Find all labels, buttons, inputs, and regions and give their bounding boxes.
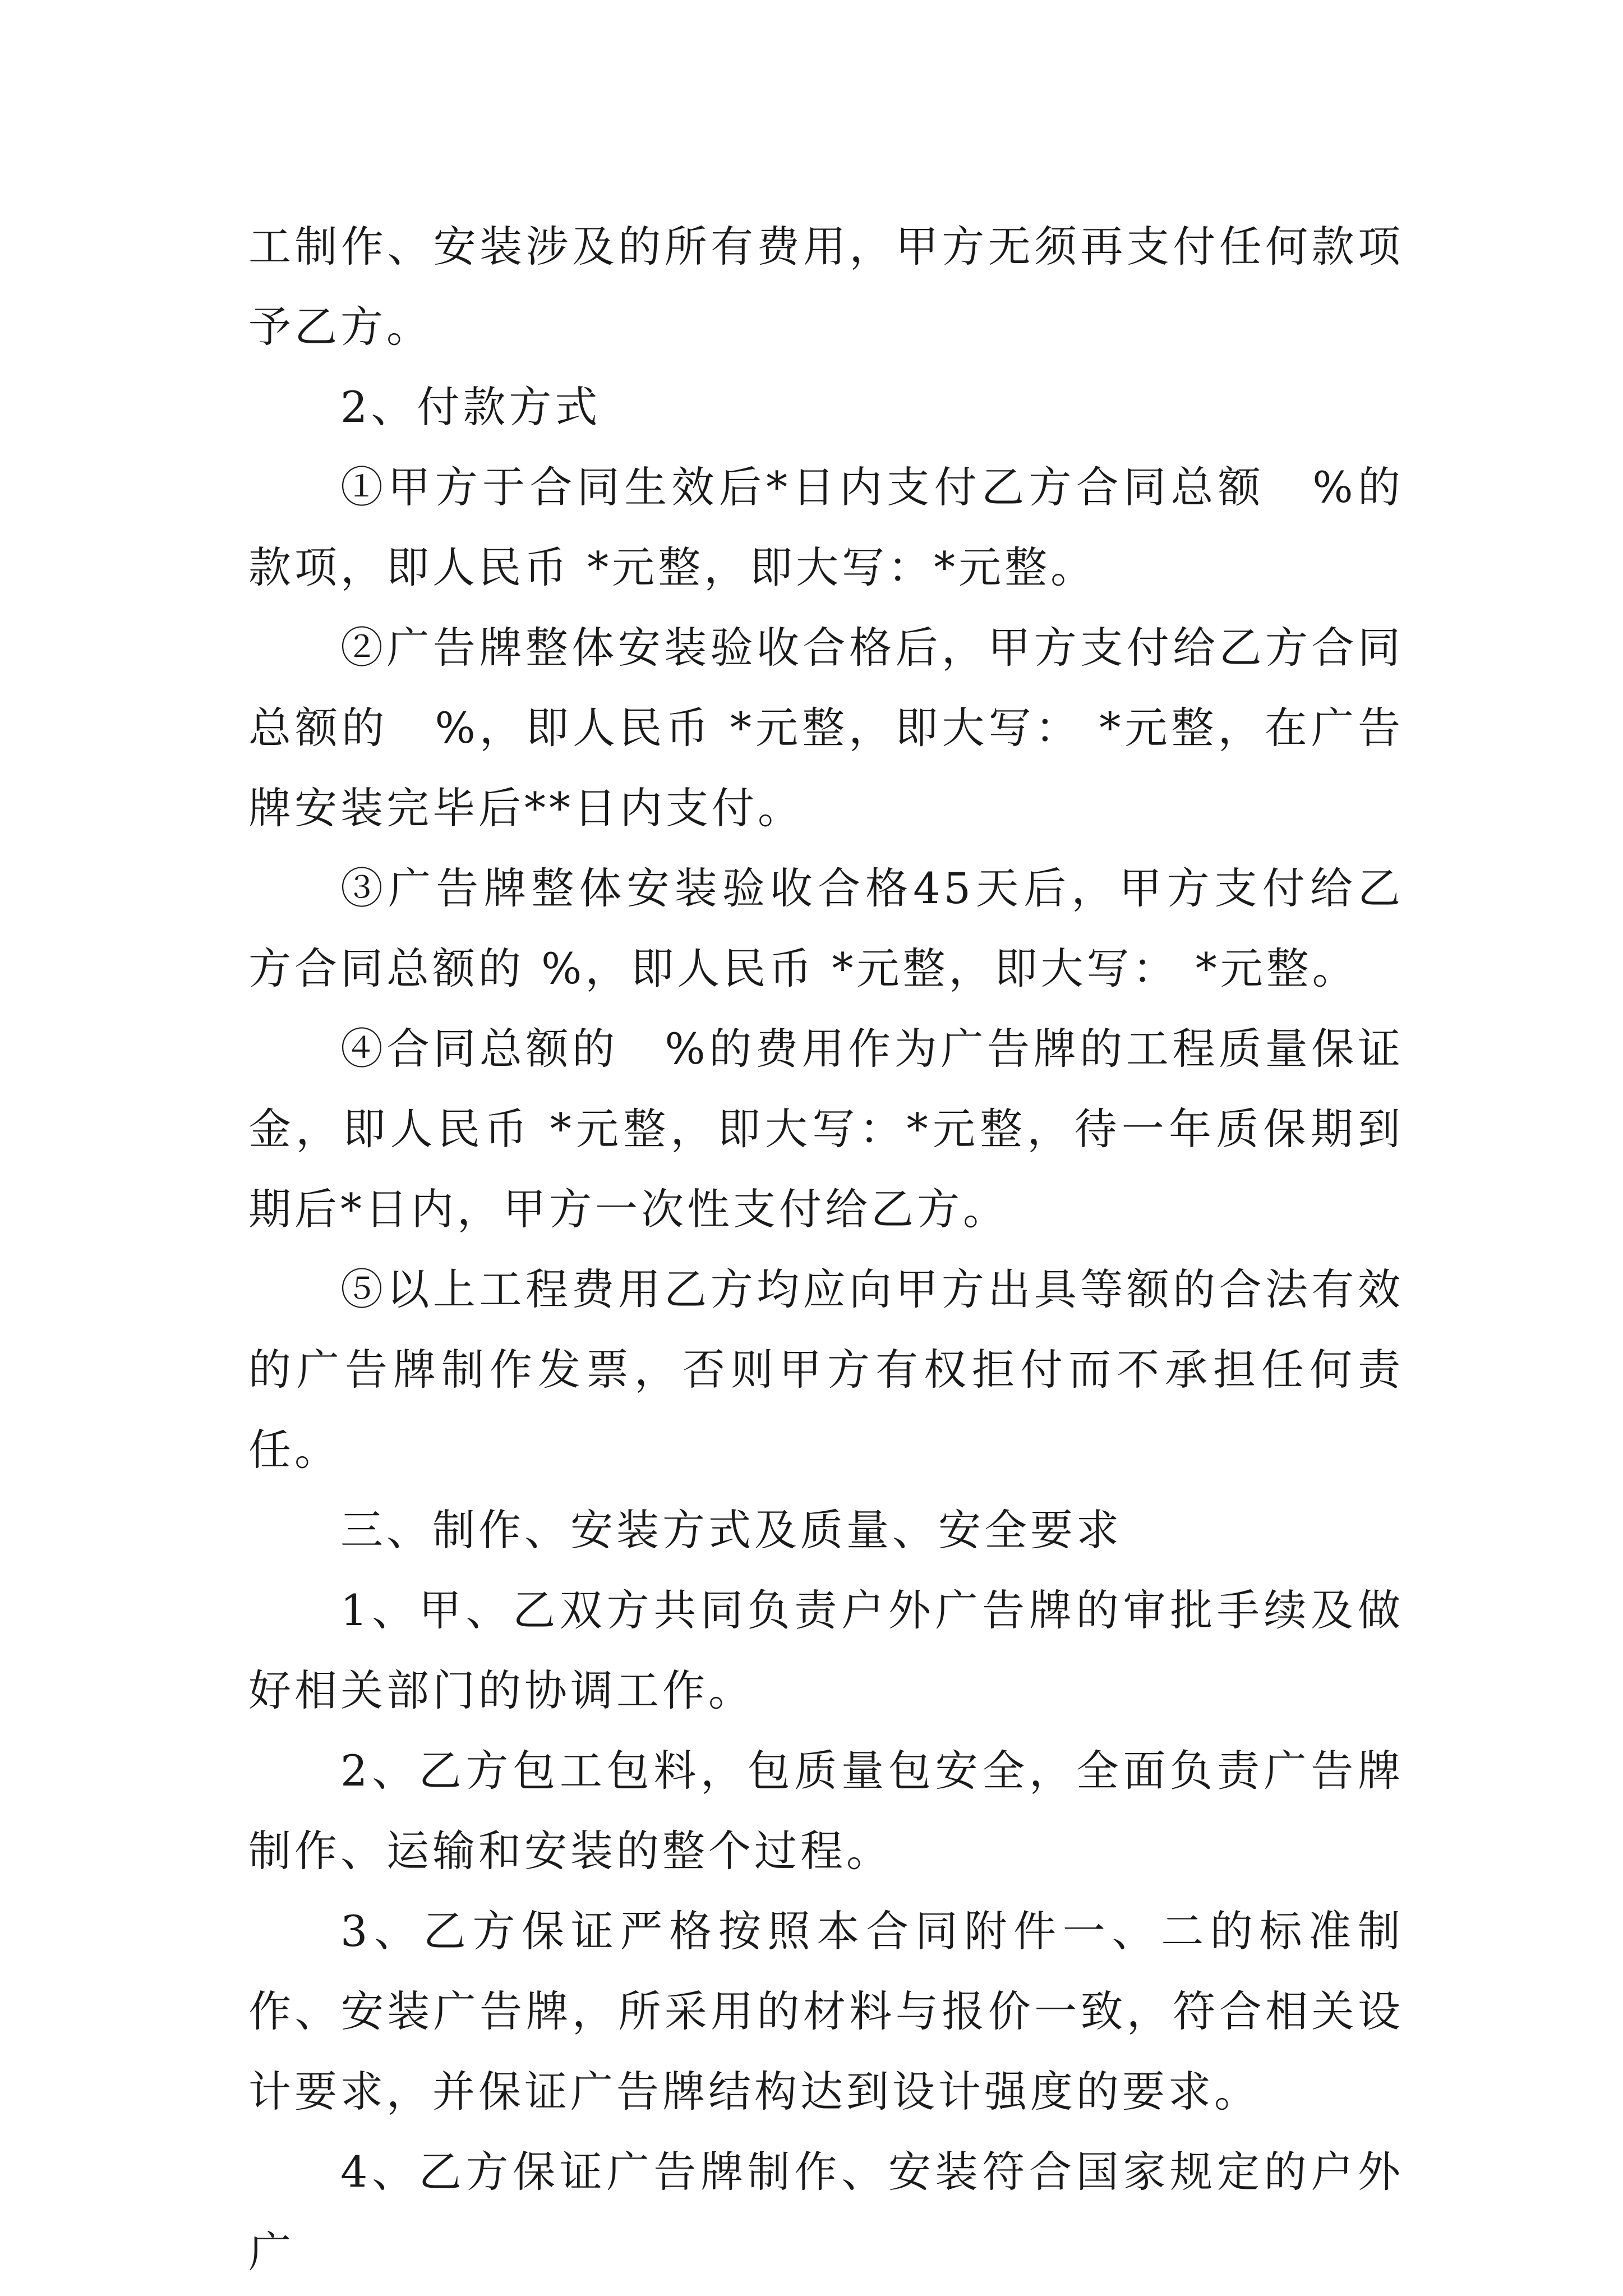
paragraph-payment-item-1: ①甲方于合同生效后*日内支付乙方合同总额 %的款项，即人民币 *元整，即大写：*元整。 bbox=[248, 462, 1404, 592]
paragraph-payment-method-heading: 2、付款方式 bbox=[340, 382, 601, 432]
section-heading-production-requirements: 三、制作、安装方式及质量、安全要求 bbox=[340, 1505, 1122, 1555]
paragraph-requirement-2: 2、乙方包工包料，包质量包安全，全面负责广告牌制作、运输和安装的整个过程。 bbox=[248, 1746, 1404, 1876]
paragraph-fee-continuation: 工制作、安装涉及的所有费用，甲方无须再支付任何款项予乙方。 bbox=[248, 222, 1404, 352]
paragraph-requirement-4: 4、乙方保证广告牌制作、安装符合国家规定的户外广 bbox=[248, 2147, 1404, 2277]
paragraph-requirement-3: 3、乙方保证严格按照本合同附件一、二的标准制作、安装广告牌，所采用的材料与报价一致，符合相关设计要求，并保证广告牌结构达到设计强度的要求。 bbox=[248, 1906, 1404, 2116]
paragraph-requirement-1: 1、甲、乙双方共同负责户外广告牌的审批手续及做好相关部门的协调工作。 bbox=[248, 1585, 1404, 1715]
paragraph-payment-item-3: ③广告牌整体安装验收合格45天后，甲方支付给乙方合同总额的 %，即人民币 *元整，即大写： *元整。 bbox=[248, 863, 1404, 993]
paragraph-payment-item-5: ⑤以上工程费用乙方均应向甲方出具等额的合法有效的广告牌制作发票，否则甲方有权拒付而不承担任何责任。 bbox=[248, 1264, 1404, 1475]
paragraph-payment-item-2: ②广告牌整体安装验收合格后，甲方支付给乙方合同总额的 %，即人民币 *元整，即大写： *元整，在广告牌安装完毕后**日内支付。 bbox=[248, 623, 1404, 833]
paragraph-payment-item-4: ④合同总额的 %的费用作为广告牌的工程质量保证金，即人民币 *元整，即大写：*元整，待一年质保期到期后*日内，甲方一次性支付给乙方。 bbox=[248, 1024, 1404, 1234]
contract-text-body bbox=[248, 206, 1404, 2292]
